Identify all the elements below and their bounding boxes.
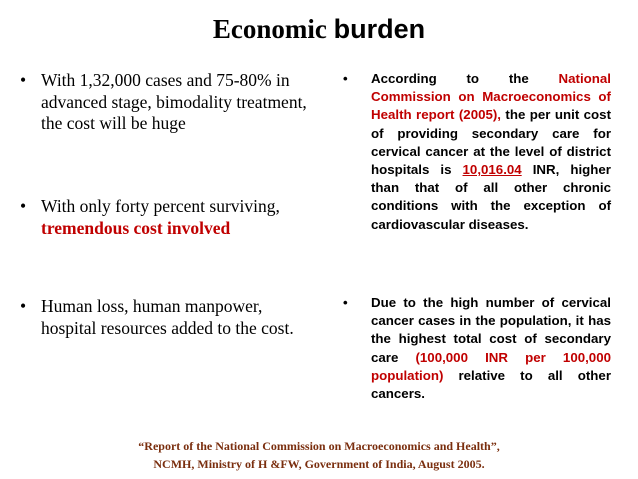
title-part-economic: Economic xyxy=(212,14,327,44)
title-part-burden: burden xyxy=(333,14,426,44)
right-text-1-seg5: INR, higher than that of all other chronic conditions with the exception of cardiovascular diseases. xyxy=(371,162,611,232)
left-bullet-text-2-highlight: tremendous cost involved xyxy=(41,217,231,238)
left-bullet-text-1: With 1,32,000 cases and 75-80% in advanced stage, bimodality treatment, the cost will be huge xyxy=(41,70,307,133)
citation xyxy=(0,437,638,473)
right-text-1-seg1: According to the xyxy=(371,71,559,86)
left-bullet-text-3: Human loss, human manpower, hospital resources added to the cost. xyxy=(41,296,294,338)
left-bullet-text-2-plain: With only forty percent surviving, xyxy=(41,196,280,216)
right-text-2-seg3: relative to all other cancers. xyxy=(371,367,611,402)
left-bullet-item-1 xyxy=(20,70,320,135)
bullet-icon: • xyxy=(20,296,27,316)
citation-line-1: “Report of the National Commission on Macroeconomics and Health”, xyxy=(138,439,500,453)
bullet-icon: • xyxy=(20,70,27,90)
left-bullet-item-3 xyxy=(20,296,320,339)
left-bullet-text-2 xyxy=(41,196,320,239)
left-bullet-item-2 xyxy=(20,196,320,239)
right-text-1-seg3: the per unit cost of providing secondary care for cervical cancer at the level of district hospitals is xyxy=(371,107,612,178)
right-text-2-cost-figure: (100,000 INR per 100,000 population) xyxy=(371,349,611,383)
slide-title xyxy=(0,12,638,46)
bullet-icon: • xyxy=(343,71,348,86)
bullet-icon: • xyxy=(343,295,348,310)
right-text-2-seg1: Due to the high number of cervical cancer cases in the population, it has the highest total cost of secondary care xyxy=(371,295,611,365)
right-bullet-text-1 xyxy=(371,70,611,234)
bullet-icon: • xyxy=(20,196,27,216)
right-text-1-cost-value: 10,016.04 xyxy=(462,162,522,178)
right-bullet-item-1 xyxy=(343,70,611,234)
right-bullet-item-2 xyxy=(343,294,611,403)
citation-line-2: NCMH, Ministry of H &FW, Government of India, August 2005. xyxy=(153,457,485,471)
right-text-1-commission-ref: National Commission on Macroeconomics of Health report (2005), xyxy=(371,71,611,123)
right-bullet-text-2 xyxy=(371,294,611,403)
